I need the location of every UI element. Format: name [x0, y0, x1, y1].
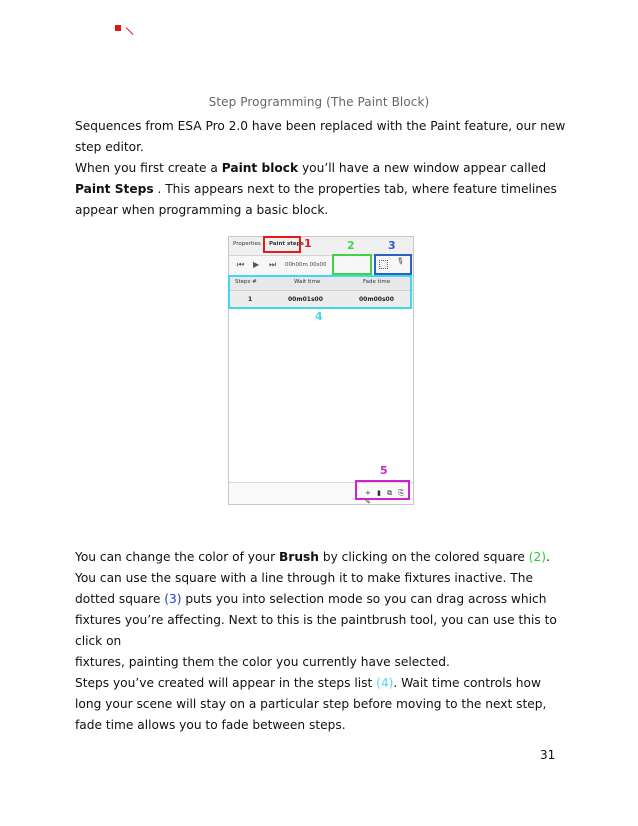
- callout-label-3: 3: [388, 239, 396, 252]
- tab-paint-steps[interactable]: Paint steps: [269, 241, 304, 247]
- callout-label-2: 2: [347, 239, 355, 252]
- page-number: 31: [540, 748, 556, 762]
- callout-label-5: 5: [380, 464, 388, 477]
- column-header-wait: Wait time: [294, 279, 321, 285]
- bold-term: Brush: [279, 550, 319, 564]
- text-segment: by clicking on the colored square: [318, 550, 529, 564]
- intro-paragraph: [75, 116, 567, 221]
- callout-box-1: [263, 236, 301, 253]
- section-heading: Step Programming (The Paint Block): [208, 95, 430, 109]
- inactive-line-icon[interactable]: [126, 27, 134, 35]
- play-icon[interactable]: ▶: [253, 260, 260, 269]
- text-segment: fixtures, painting them the color you currently have selected.: [75, 655, 450, 669]
- ref-3: (3): [164, 592, 182, 606]
- text-segment: you’ll have a new window appear called: [298, 161, 547, 175]
- callout-box-5: [355, 480, 410, 500]
- column-header-fade: Fade time: [363, 279, 391, 285]
- text-segment: puts you into selection mode so you can drag across which fixtures you’re affecting. Next to this is the paintbrush tool, you can use this to click on: [75, 592, 557, 648]
- step-number-cell: 1: [248, 296, 253, 303]
- column-header-steps: Steps #: [235, 279, 257, 285]
- text-segment: Sequences from ESA Pro 2.0 have been replaced with the Paint feature, our new step editor.: [75, 119, 566, 154]
- tab-properties[interactable]: Properties: [233, 241, 261, 247]
- fade-time-cell[interactable]: 00m00s00: [359, 296, 394, 303]
- ref-2: (2): [528, 550, 547, 564]
- skip-forward-icon[interactable]: ⏭: [269, 260, 277, 269]
- bold-term: Paint block: [221, 161, 299, 175]
- step-action-icons[interactable]: + ▮ ⧉ ⎘ ✎: [365, 489, 406, 506]
- callout-label-1: 1: [304, 237, 312, 250]
- text-segment: Steps you’ve created will appear in the steps list: [75, 676, 377, 690]
- text-segment: You can change the color of your: [75, 550, 280, 564]
- explanation-paragraph: [75, 547, 567, 736]
- bold-term: Paint Steps: [75, 182, 154, 196]
- callout-box-4: [228, 275, 412, 309]
- text-segment: . This appears next to the properties tab, where feature timelines appear when programming a basic block.: [75, 182, 557, 217]
- paintbrush-icon[interactable]: ✎: [393, 255, 406, 269]
- callout-box-2: [332, 254, 372, 275]
- timecode-readout: 00h00m 00s00: [285, 262, 327, 268]
- skip-back-icon[interactable]: ⏮: [237, 260, 245, 269]
- text-segment: . Wait time controls how long your scene will stay on a particular step before moving to the next step, fade time allows you to fade between steps.: [75, 676, 547, 732]
- callout-label-4: 4: [315, 310, 323, 323]
- ref-4: (4): [376, 676, 394, 690]
- callout-box-3: [374, 254, 412, 275]
- text-segment: . You can use the square with a line through it to make fixtures inactive. The dotted square: [75, 550, 550, 606]
- wait-time-cell[interactable]: 00m01s00: [288, 296, 323, 303]
- text-segment: When you first create a: [75, 161, 222, 175]
- color-square-icon[interactable]: [115, 25, 121, 31]
